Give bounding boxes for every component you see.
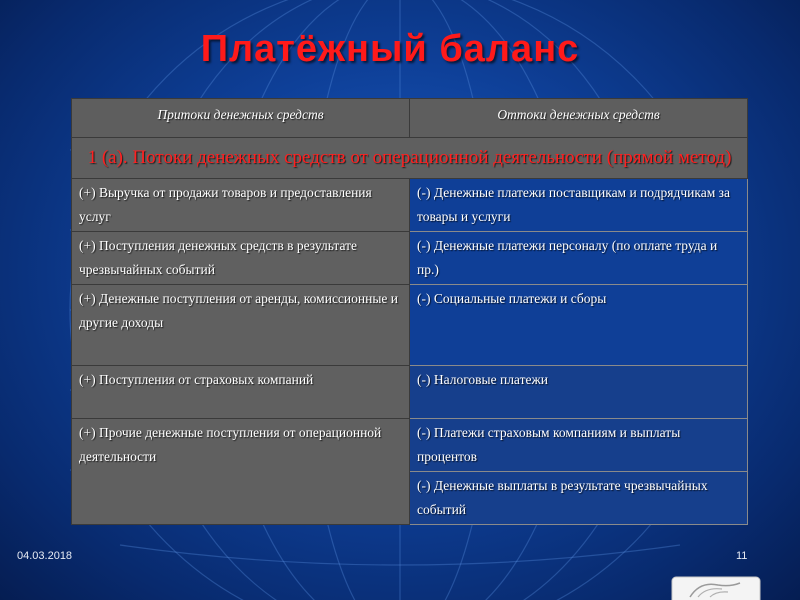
inflow-cell: (+) Прочие денежные поступления от операционной деятельности (72, 419, 410, 525)
table-row (72, 232, 748, 285)
inflow-cell: (+) Выручка от продажи товаров и предоставления услуг (72, 179, 410, 232)
header-outflows: Оттоки денежных средств (410, 99, 748, 138)
slide-date: 04.03.2018 (17, 550, 73, 562)
slide-title: Платёжный баланс (200, 28, 580, 70)
section-row (72, 138, 748, 179)
inflow-cell: (+) Денежные поступления от аренды, комиссионные и другие доходы (72, 285, 410, 366)
outflow-cell: (-) Денежные платежи персоналу (по оплате труда и пр.) (410, 232, 748, 285)
paper-hand-icon (670, 575, 762, 600)
outflow-cell: (-) Социальные платежи и сборы (410, 285, 748, 366)
outflow-cell: (-) Налоговые платежи (410, 366, 748, 419)
table-row (72, 285, 748, 366)
outflow-cell: (-) Денежные платежи поставщикам и подрядчикам за товары и услуги (410, 179, 748, 232)
outflow-cell: (-) Платежи страховым компаниям и выплаты процентов (410, 419, 748, 472)
table-row (72, 366, 748, 419)
cash-flow-table (71, 98, 748, 525)
slide-page-number: 11 (736, 550, 748, 562)
inflow-cell: (+) Поступления от страховых компаний (72, 366, 410, 419)
section-title: 1 (а). Потоки денежных средств от операционной деятельности (прямой метод) (72, 138, 748, 179)
outflow-cell: (-) Денежные выплаты в результате чрезвычайных событий (410, 472, 748, 525)
table-row (72, 419, 748, 472)
inflow-cell: (+) Поступления денежных средств в результате чрезвычайных событий (72, 232, 410, 285)
table-header-row (72, 99, 748, 138)
header-inflows: Притоки денежных средств (72, 99, 410, 138)
table-row (72, 179, 748, 232)
